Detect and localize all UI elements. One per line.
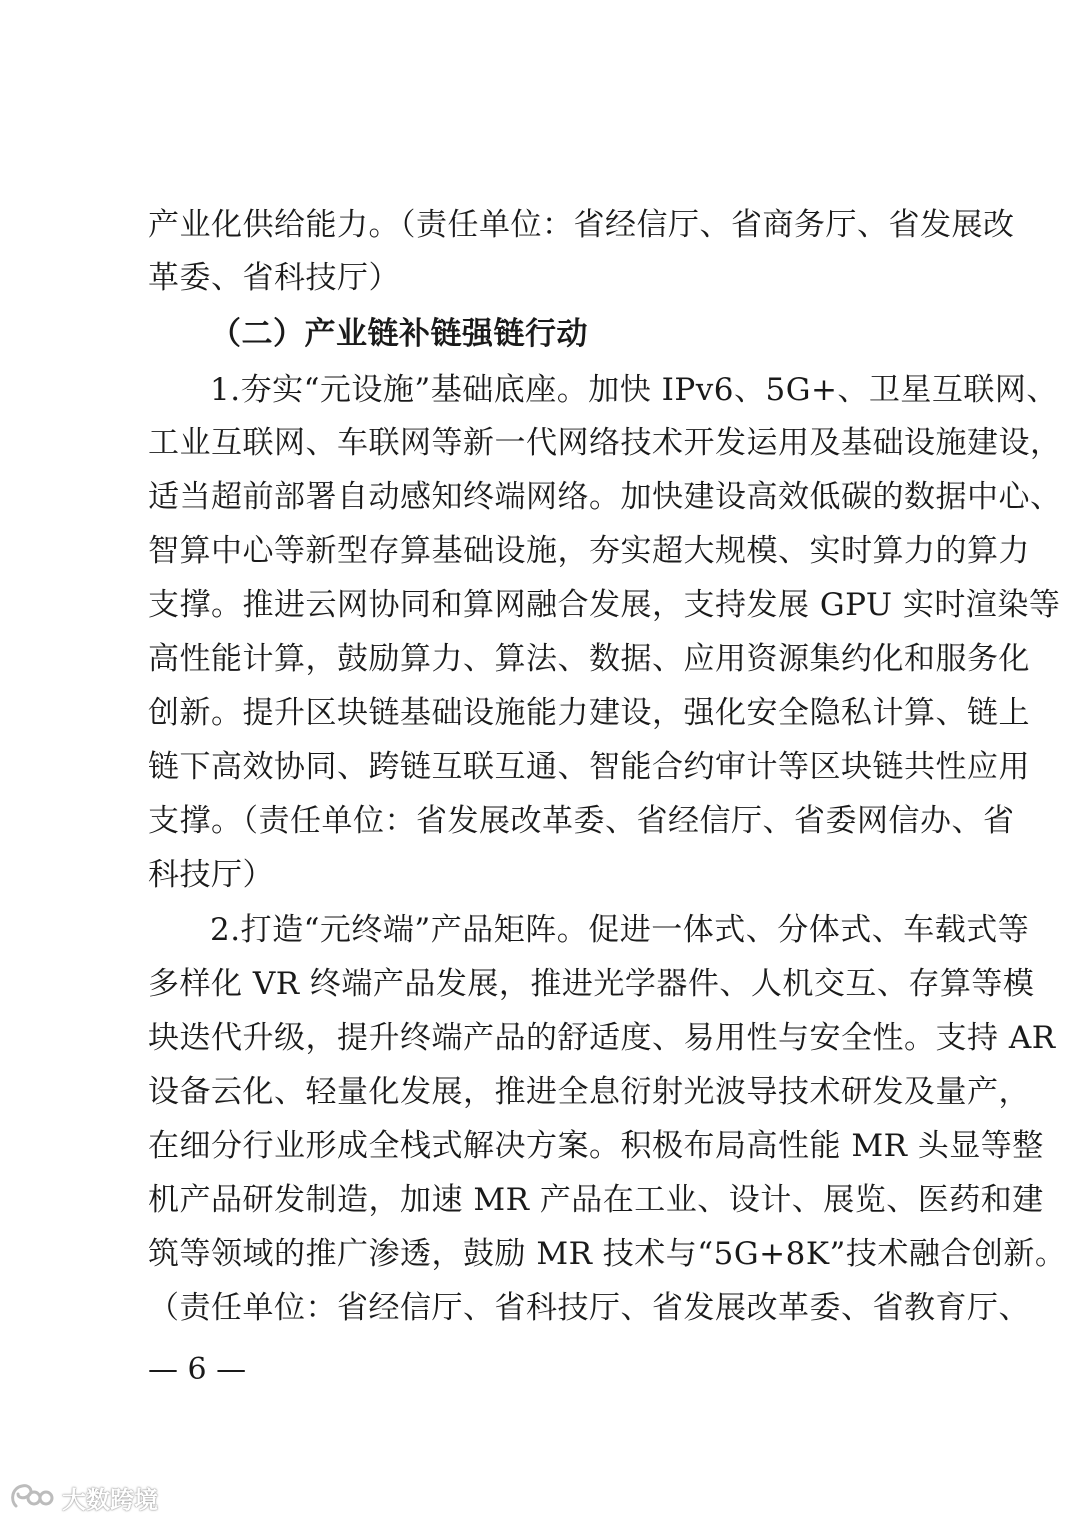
- text-line-10: 创新。提升区块链基础设施能力建设，强化安全隐私计算、链上: [148, 695, 1030, 731]
- text-line-6: 适当超前部署自动感知终端网络。加快建设高效低碳的数据中心、: [148, 479, 1062, 515]
- text-line-15: 多样化 VR 终端产品发展，推进光学器件、人机交互、存算等模: [148, 966, 1035, 1002]
- text-line-21: （责任单位：省经信厅、省科技厅、省发展改革委、省教育厅、: [148, 1290, 1030, 1326]
- text-line-4: 1.夯实“元设施”基础底座。加快 IPv6、5G+、卫星互联网、: [210, 372, 1058, 408]
- text-line-18: 在细分行业形成全栈式解决方案。积极布局高性能 MR 头显等整: [148, 1128, 1044, 1164]
- page-number: — 6 —: [148, 1352, 247, 1387]
- text-line-16: 块迭代升级，提升终端产品的舒适度、易用性与安全性。支持 AR: [148, 1020, 1056, 1056]
- watermark-text: 大数跨境: [62, 1485, 158, 1514]
- text-line-8: 支撑。推进云网协同和算网融合发展，支持发展 GPU 实时渲染等: [148, 587, 1061, 623]
- section-heading: （二）产业链补链强链行动: [210, 316, 588, 352]
- text-line-13: 科技厅）: [148, 857, 274, 893]
- watermark: [8, 1475, 158, 1519]
- text-line-7: 智算中心等新型存算基础设施，夯实超大规模、实时算力的算力: [148, 533, 1030, 569]
- text-line-5: 工业互联网、车联网等新一代网络技术开发运用及基础设施建设，: [148, 425, 1062, 461]
- text-line-14: 2.打造“元终端”产品矩阵。促进一体式、分体式、车载式等: [210, 912, 1030, 948]
- text-line-9: 高性能计算，鼓励算力、算法、数据、应用资源集约化和服务化: [148, 641, 1030, 677]
- text-line-20: 筑等领域的推广渗透，鼓励 MR 技术与“5G+8K”技术融合创新。: [148, 1236, 1067, 1272]
- watermark-logo-icon: [8, 1480, 54, 1514]
- text-line-17: 设备云化、轻量化发展，推进全息衍射光波导技术研发及量产，: [148, 1074, 1030, 1110]
- text-line-2: 革委、省科技厅）: [148, 260, 400, 296]
- text-line-1: 产业化供给能力。（责任单位：省经信厅、省商务厅、省发展改: [148, 207, 1015, 243]
- text-line-19: 机产品研发制造，加速 MR 产品在工业、设计、展览、医药和建: [148, 1182, 1044, 1218]
- text-line-12: 支撑。（责任单位：省发展改革委、省经信厅、省委网信办、省: [148, 803, 1015, 839]
- text-line-11: 链下高效协同、跨链互联互通、智能合约审计等区块链共性应用: [148, 749, 1030, 785]
